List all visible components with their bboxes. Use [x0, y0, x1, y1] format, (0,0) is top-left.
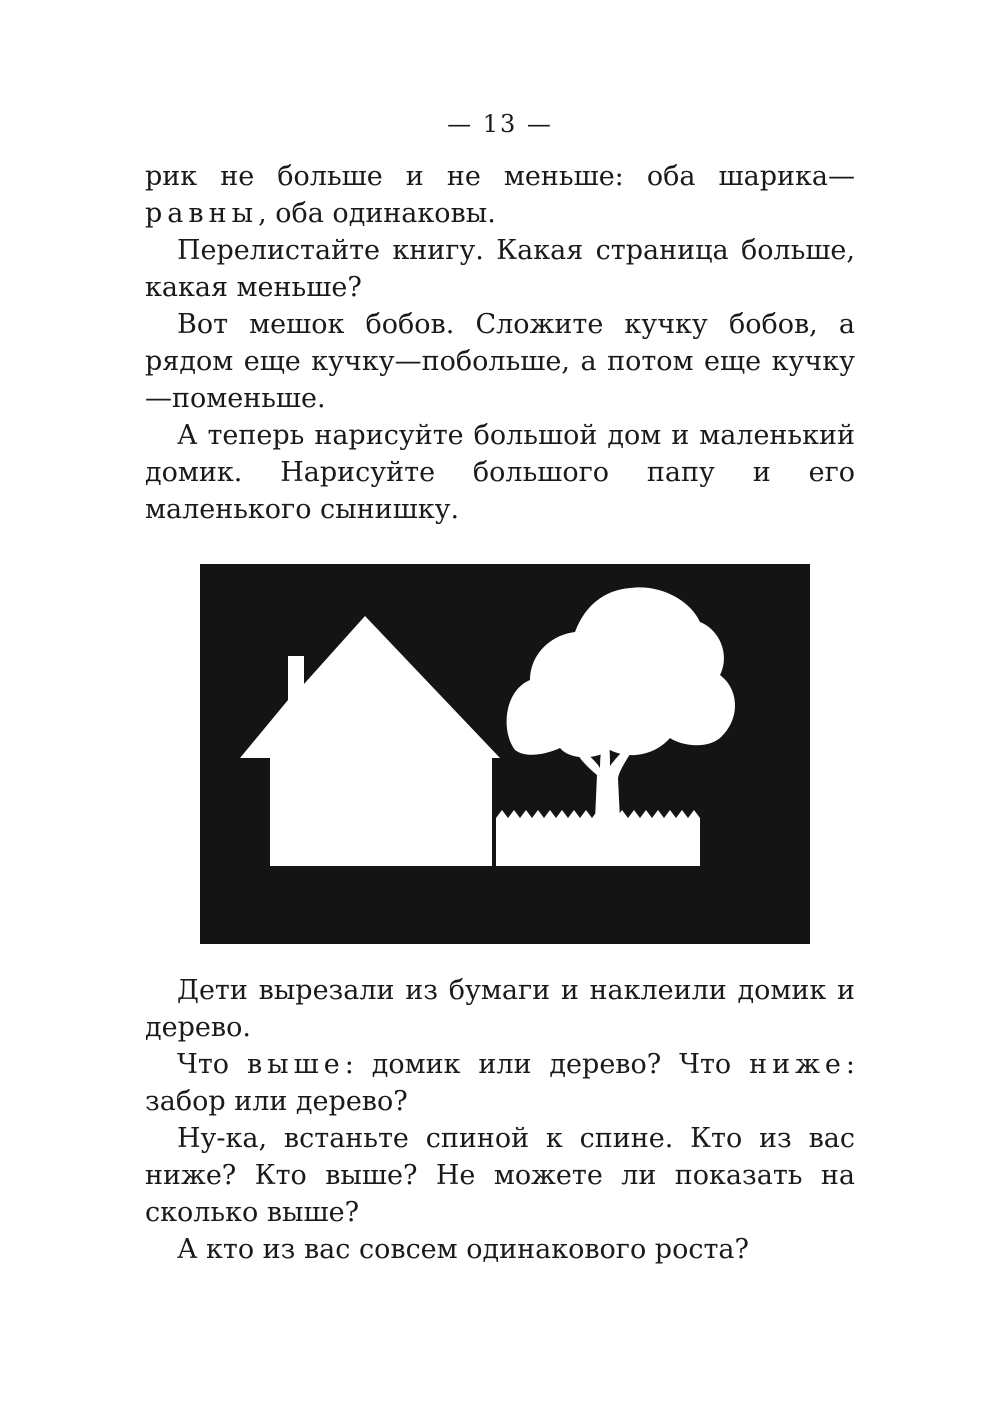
chimney-cutout [288, 656, 304, 696]
paragraph-8: А кто из вас совсем одинакового роста? [177, 1234, 749, 1265]
page-number: — 13 — [447, 110, 553, 138]
emphasis-vyshe: выше [246, 1049, 345, 1080]
fence-cutout [496, 810, 700, 866]
paragraph-1-start: рик не больше и не меньше: оба шарика— [145, 161, 855, 192]
paragraph-6-c: : забор или дерево? [145, 1049, 855, 1117]
paragraph-4: А теперь нарисуйте большой дом и маленький домик. Нарисуйте большого папу и его маленького сынишку. [145, 420, 855, 525]
paragraph-1-end: , оба одинаковы. [258, 198, 496, 229]
emphasis-nizhe: ниже [749, 1049, 846, 1080]
paragraph-6 [145, 1046, 855, 1120]
emphasis-ravny: равны [145, 198, 259, 229]
illustration-svg [200, 560, 812, 948]
paragraph-6-a: Что [177, 1049, 247, 1080]
paragraph-7: Ну-ка, встаньте спиной к спине. Кто из вас ниже? Кто выше? Не можете ли показать на сколько выше? [145, 1123, 855, 1228]
house-tree-illustration [200, 560, 812, 948]
paragraph-2: Перелистайте книгу. Какая страница больше, какая меньше? [145, 235, 855, 303]
paragraph-5: Дети вырезали из бумаги и наклеили домик и дерево. [145, 975, 855, 1043]
paragraph-3: Вот мешок бобов. Сложите кучку бобов, а рядом еще кучку—побольше, а потом еще кучку—поменьше. [145, 309, 855, 414]
bottom-text-block [145, 972, 855, 1268]
paragraph-6-b: : домик или дерево? Что [344, 1049, 750, 1080]
top-text-block [145, 158, 855, 528]
paragraph-continuation [145, 158, 855, 232]
